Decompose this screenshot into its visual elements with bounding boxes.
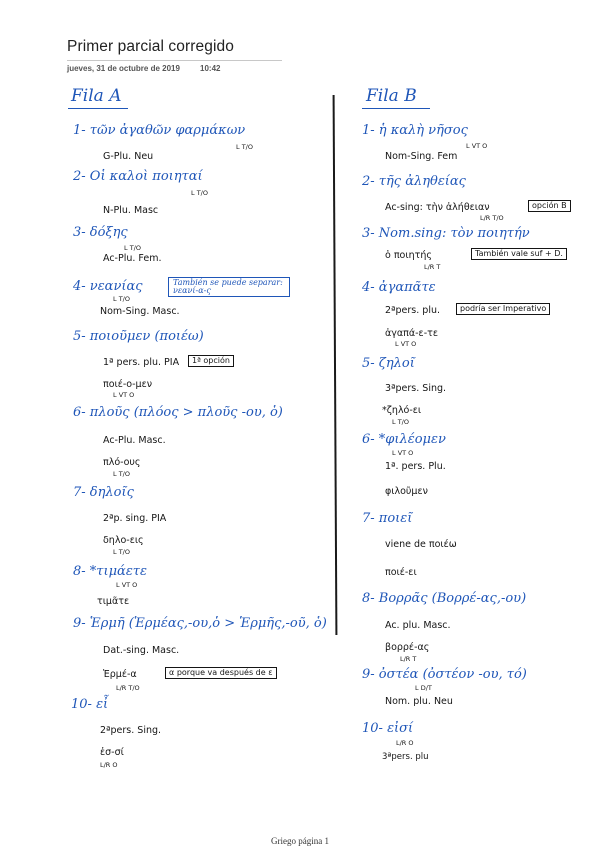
a-q8-answer: τιμᾶτε [97, 596, 130, 607]
a-q1-answer: G-Plu. Neu [103, 151, 154, 162]
b-q4-note: podría ser Imperativo [456, 303, 550, 315]
a-q8: 8- *τιμάετε [73, 564, 147, 579]
a-q9-sub: L/R T/O [116, 684, 140, 692]
b-q1: 1- ἡ καλὴ νῆσος [362, 123, 468, 138]
a-q4-sub: L T/O [113, 295, 130, 303]
b-q6-answer-2: φιλοῦμεν [385, 486, 428, 497]
fila-b-heading: Fila B [366, 86, 417, 106]
b-q9-answer: Nom. plu. Neu [385, 696, 453, 707]
b-q2-answer: Ac-sing: τὴν ἀλήθειαν [385, 202, 490, 213]
a-q6-sub: L T/O [113, 470, 130, 478]
b-q10-answer: 3ªpers. plu [382, 752, 429, 762]
b-q6: 6- *φιλέομεν [362, 432, 446, 447]
title-rule [67, 60, 282, 61]
a-q2: 2- Οἱ καλοὶ ποιηταί [73, 169, 203, 184]
a-q4-answer: Nom-Sing. Masc. [100, 306, 180, 317]
b-q3: 3- Nom.sing: τὸν ποιητήν [362, 226, 530, 241]
column-divider [333, 95, 337, 635]
b-q3-note: También vale suf + D. [471, 248, 567, 260]
a-q4-note: También se puede separar: νεανί-α-ς [168, 277, 290, 297]
b-q5-answer-2: *ζηλό-ει [382, 405, 422, 416]
b-q4: 4- ἀγαπᾶτε [362, 280, 436, 295]
a-q5-answer-2: ποιέ-ο-μεν [103, 379, 153, 390]
a-q2-sub: L T/O [191, 189, 208, 197]
a-q1: 1- τῶν ἀγαθῶν φαρμάκων [73, 123, 246, 138]
b-q7-answer-2: ποιέ-ει [385, 567, 417, 578]
a-q2-answer: N-Plu. Masc [103, 205, 159, 216]
a-q6: 6- πλοῦς (πλόος > πλοῦς -ου, ὁ) [73, 405, 283, 420]
b-q3-sub: L/R T [424, 263, 441, 271]
a-q5: 5- ποιοῦμεν (ποιέω) [73, 329, 204, 344]
page-title: Primer parcial corregido [67, 38, 234, 55]
fila-a-heading: Fila A [71, 86, 122, 106]
b-q2-note: opción B [528, 200, 571, 212]
a-q9-note: α porque va después de ε [165, 667, 277, 679]
b-q5-sub: L T/O [392, 418, 409, 426]
note-time: 10:42 [200, 64, 221, 73]
a-q5-note: 1ª opción [188, 355, 234, 367]
b-q6-sub: L VT O [392, 449, 414, 457]
a-q3: 3- δόξης [73, 225, 128, 240]
a-q6-answer-1: Ac-Plu. Masc. [103, 435, 166, 446]
b-q5: 5- ζηλοῖ [362, 356, 415, 371]
b-q8: 8- Βορρᾶς (Βορρέ-ας,-ου) [362, 591, 527, 606]
fila-b-heading-underline [362, 108, 430, 109]
b-q7-answer-1: viene de ποιέω [385, 539, 457, 550]
b-q2: 2- τῆς ἀληθείας [362, 174, 466, 189]
a-q10: 10- εἶ [71, 697, 109, 712]
b-q4-answer-2: ἀγαπά-ε-τε [385, 328, 438, 339]
a-q6-answer-2: πλό-ους [103, 457, 141, 468]
a-q10-sub: L/R O [100, 761, 118, 769]
a-q4: 4- νεανίας [73, 279, 143, 294]
note-date: jueves, 31 de octubre de 2019 [67, 64, 180, 73]
a-q9-answer-2: Ἑρμέ-α [103, 669, 137, 680]
a-q7-answer-1: 2ªp. sing. PIA [103, 513, 167, 524]
a-q5-sub: L VT O [113, 391, 135, 399]
a-q10-answer-2: ἐσ-σί [100, 747, 124, 758]
b-q10: 10- εἰσί [362, 721, 414, 736]
b-q8-sub: L/R T [400, 655, 417, 663]
b-q1-sub: L VT O [466, 142, 488, 150]
page-footer: Griego página 1 [271, 836, 329, 846]
a-q5-answer-1: 1ª pers. plu. PIA [103, 357, 180, 368]
b-q5-answer-1: 3ªpers. Sing. [385, 383, 447, 394]
b-q6-answer-1: 1ª. pers. Plu. [385, 461, 446, 472]
a-q10-answer-1: 2ªpers. Sing. [100, 725, 162, 736]
b-q9: 9- ὀστέα (ὀστέον -ου, τό) [362, 667, 527, 682]
b-q4-answer-1: 2ªpers. plu. [385, 305, 441, 316]
a-q7: 7- δηλοῖς [73, 485, 134, 500]
b-q8-answer-1: Ac. plu. Masc. [385, 620, 451, 631]
a-q8-sub: L VT O [116, 581, 138, 589]
b-q9-sub: L D/T [415, 684, 432, 692]
b-q7: 7- ποιεῖ [362, 511, 413, 526]
b-q3-answer: ὁ ποιητής [385, 250, 432, 261]
b-q1-answer: Nom-Sing. Fem [385, 151, 458, 162]
b-q2-sub: L/R T/O [480, 214, 504, 222]
fila-a-heading-underline [68, 108, 128, 109]
a-q3-answer: Ac-Plu. Fem. [103, 253, 162, 264]
a-q9: 9- Ἑρμῆ (Ἑρμέας,-ου,ὁ > Ἑρμῆς,-οῦ, ὁ) [73, 616, 327, 631]
b-q10-sub: L/R O [396, 739, 414, 747]
a-q7-sub: L T/O [113, 548, 130, 556]
a-q1-sub: L T/O [236, 143, 253, 151]
b-q8-answer-2: βορρέ-ας [385, 642, 430, 653]
a-q9-answer-1: Dat.-sing. Masc. [103, 645, 180, 656]
a-q3-sub: L T/O [124, 244, 141, 252]
b-q4-sub: L VT O [395, 340, 417, 348]
a-q7-answer-2: δηλο-εις [103, 535, 144, 546]
